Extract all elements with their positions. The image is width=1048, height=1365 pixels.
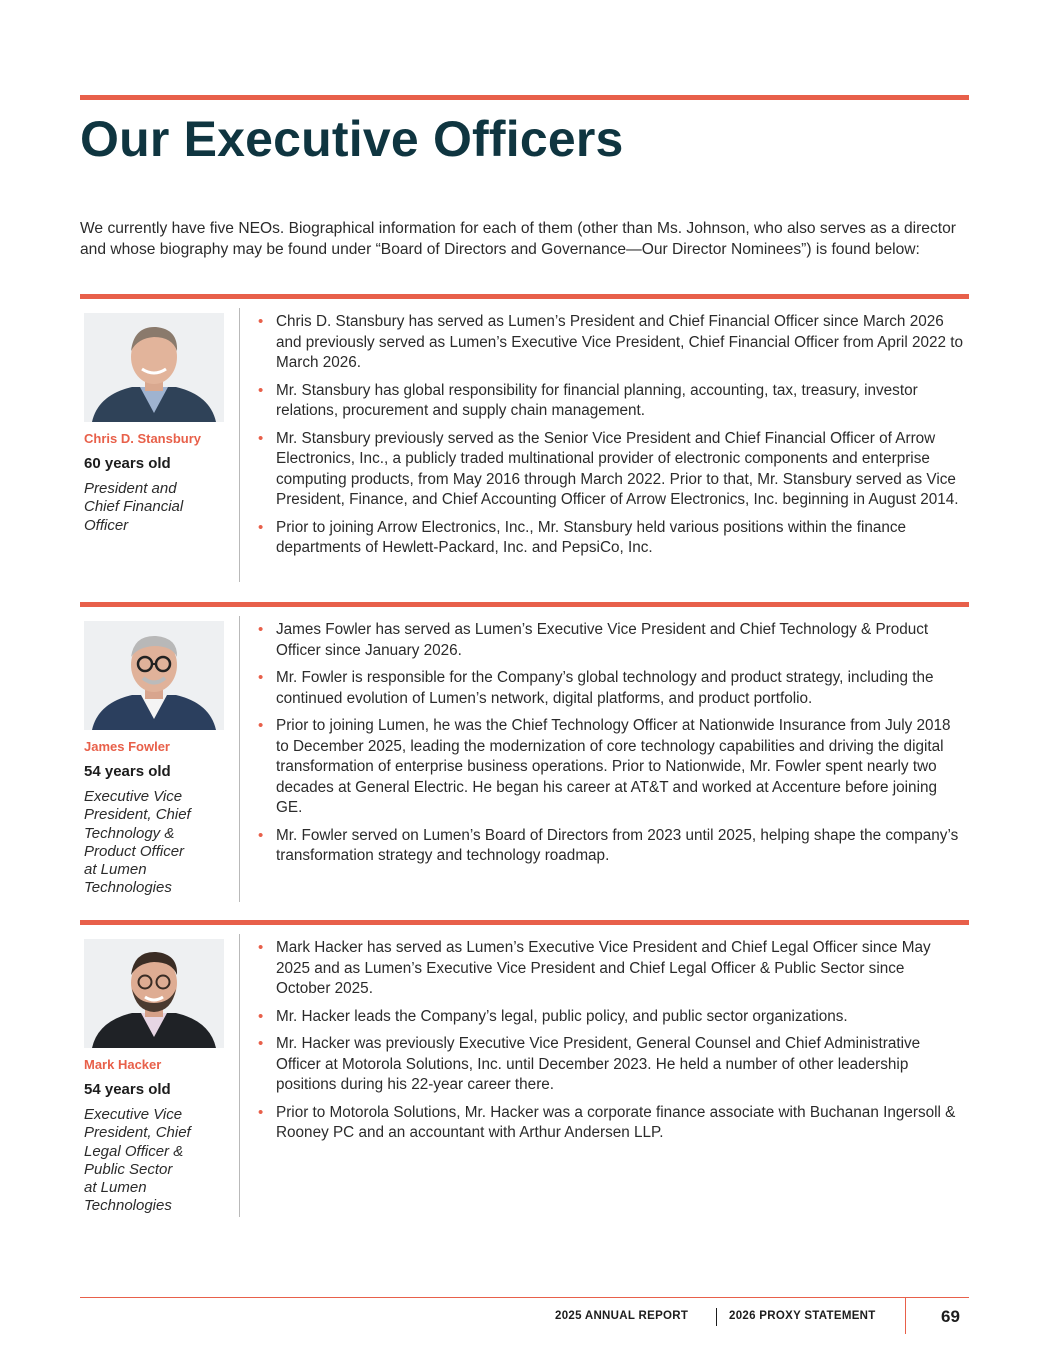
section-rule — [80, 602, 969, 607]
section-rule — [80, 920, 969, 925]
bio-item: • Mr. Hacker was previously Executive Vice President, General Counsel and Chief Administrative Officer at Motorola Solutions, Inc. until December 2023. He held a number of other leadership positions during his 22-year career there. — [258, 1034, 963, 1096]
bio-list — [258, 938, 963, 1151]
bio-list — [258, 312, 963, 566]
bio-item: • Prior to Motorola Solutions, Mr. Hacker was a corporate finance associate with Buchanan Ingersoll & Rooney PC and an accountant with Arthur Andersen LLP. — [258, 1103, 963, 1144]
executive-name: Mark Hacker — [84, 1057, 162, 1072]
bio-item: • Mr. Fowler served on Lumen’s Board of Directors from 2023 until 2025, helping shape the company’s transformation strategy and technology roadmap. — [258, 826, 963, 867]
executive-photo — [84, 313, 224, 422]
executive-profile — [84, 621, 234, 898]
footer-page-divider — [905, 1298, 906, 1334]
bio-item: • Prior to joining Arrow Electronics, Inc., Mr. Stansbury held various positions within the finance departments of Hewlett-Packard, Inc. and PepsiCo, Inc. — [258, 518, 963, 559]
footer-separator — [716, 1308, 717, 1326]
executive-age: 60 years old — [84, 455, 171, 472]
executive-profile — [84, 939, 234, 1216]
bio-item: • Chris D. Stansbury has served as Lumen’s President and Chief Financial Officer since March 2026 and previously served as Lumen’s Executive Vice President, Chief Financial Officer from April 2022 to March 2026. — [258, 312, 963, 374]
bio-item: • Mark Hacker has served as Lumen’s Executive Vice President and Chief Legal Officer since May 2025 and as Lumen’s Executive Vice President and Chief Legal Officer & Public Sector since October 2025. — [258, 938, 963, 1000]
bio-list — [258, 620, 963, 874]
page-number: 69 — [941, 1307, 960, 1326]
divider-line — [239, 616, 240, 902]
bio-item: • Prior to joining Lumen, he was the Chief Technology Officer at Nationwide Insurance from July 2018 to December 2025, leading the modernization of core technology capabilities and driving the digital transformation of enterprise business operations. Prior to Nationwide, Mr. Fowler spent nearly two decades at General Electric. He began his career at AT&T and worked at Accenture before joining GE. — [258, 716, 963, 819]
executive-title: President and Chief Financial Officer — [84, 480, 184, 534]
executive-section-hacker — [80, 920, 969, 1230]
footer-proxy-statement: 2026 PROXY STATEMENT — [729, 1310, 876, 1322]
intro-paragraph: We currently have five NEOs. Biographical information for each of them (other than Ms. Johnson, who also serves as a director and whose biography may be found under “Board of Directors and Governance—Our Director Nominees”) is found below: — [80, 220, 956, 258]
executive-age: 54 years old — [84, 1081, 171, 1098]
divider-line — [239, 308, 240, 582]
executive-title: Executive Vice President, Chief Technology & Product Officer at Lumen Technologies — [84, 788, 191, 897]
executive-age: 54 years old — [84, 763, 171, 780]
bio-item: • Mr. Stansbury has global responsibility for financial planning, accounting, tax, treasury, investor relations, procurement and supply chain management. — [258, 381, 963, 422]
section-rule — [80, 294, 969, 299]
top-rule — [80, 95, 969, 100]
executive-name: James Fowler — [84, 739, 170, 754]
bio-item: • Mr. Fowler is responsible for the Company’s global technology and product strategy, including the continued evolution of Lumen’s network, digital platforms, and product portfolio. — [258, 668, 963, 709]
page-title: Our Executive Officers — [80, 111, 624, 167]
executive-profile — [84, 313, 234, 535]
bio-item: • Mr. Stansbury previously served as the Senior Vice President and Chief Financial Officer of Arrow Electronics, Inc., a publicly traded multinational provider of electronic components and enterprise computing products, from May 2016 through March 2022. Prior to that, Mr. Stansbury served as Vice President, Finance, and Chief Accounting Officer of Arrow Electronics, Inc. beginning in August 2014. — [258, 429, 963, 511]
executive-section-stansbury — [80, 294, 969, 594]
executive-name: Chris D. Stansbury — [84, 431, 202, 446]
divider-line — [239, 934, 240, 1217]
executive-section-fowler — [80, 602, 969, 912]
bio-item: • James Fowler has served as Lumen’s Executive Vice President and Chief Technology & Product Officer since January 2026. — [258, 620, 963, 661]
executive-photo — [84, 939, 224, 1048]
executive-photo — [84, 621, 224, 730]
bio-item: • Mr. Hacker leads the Company’s legal, public policy, and public sector organizations. — [258, 1007, 963, 1028]
footer-annual-report: 2025 ANNUAL REPORT — [555, 1310, 689, 1322]
executive-title: Executive Vice President, Chief Legal Officer & Public Sector at Lumen Technologies — [84, 1106, 191, 1215]
footer-rule — [80, 1297, 969, 1298]
